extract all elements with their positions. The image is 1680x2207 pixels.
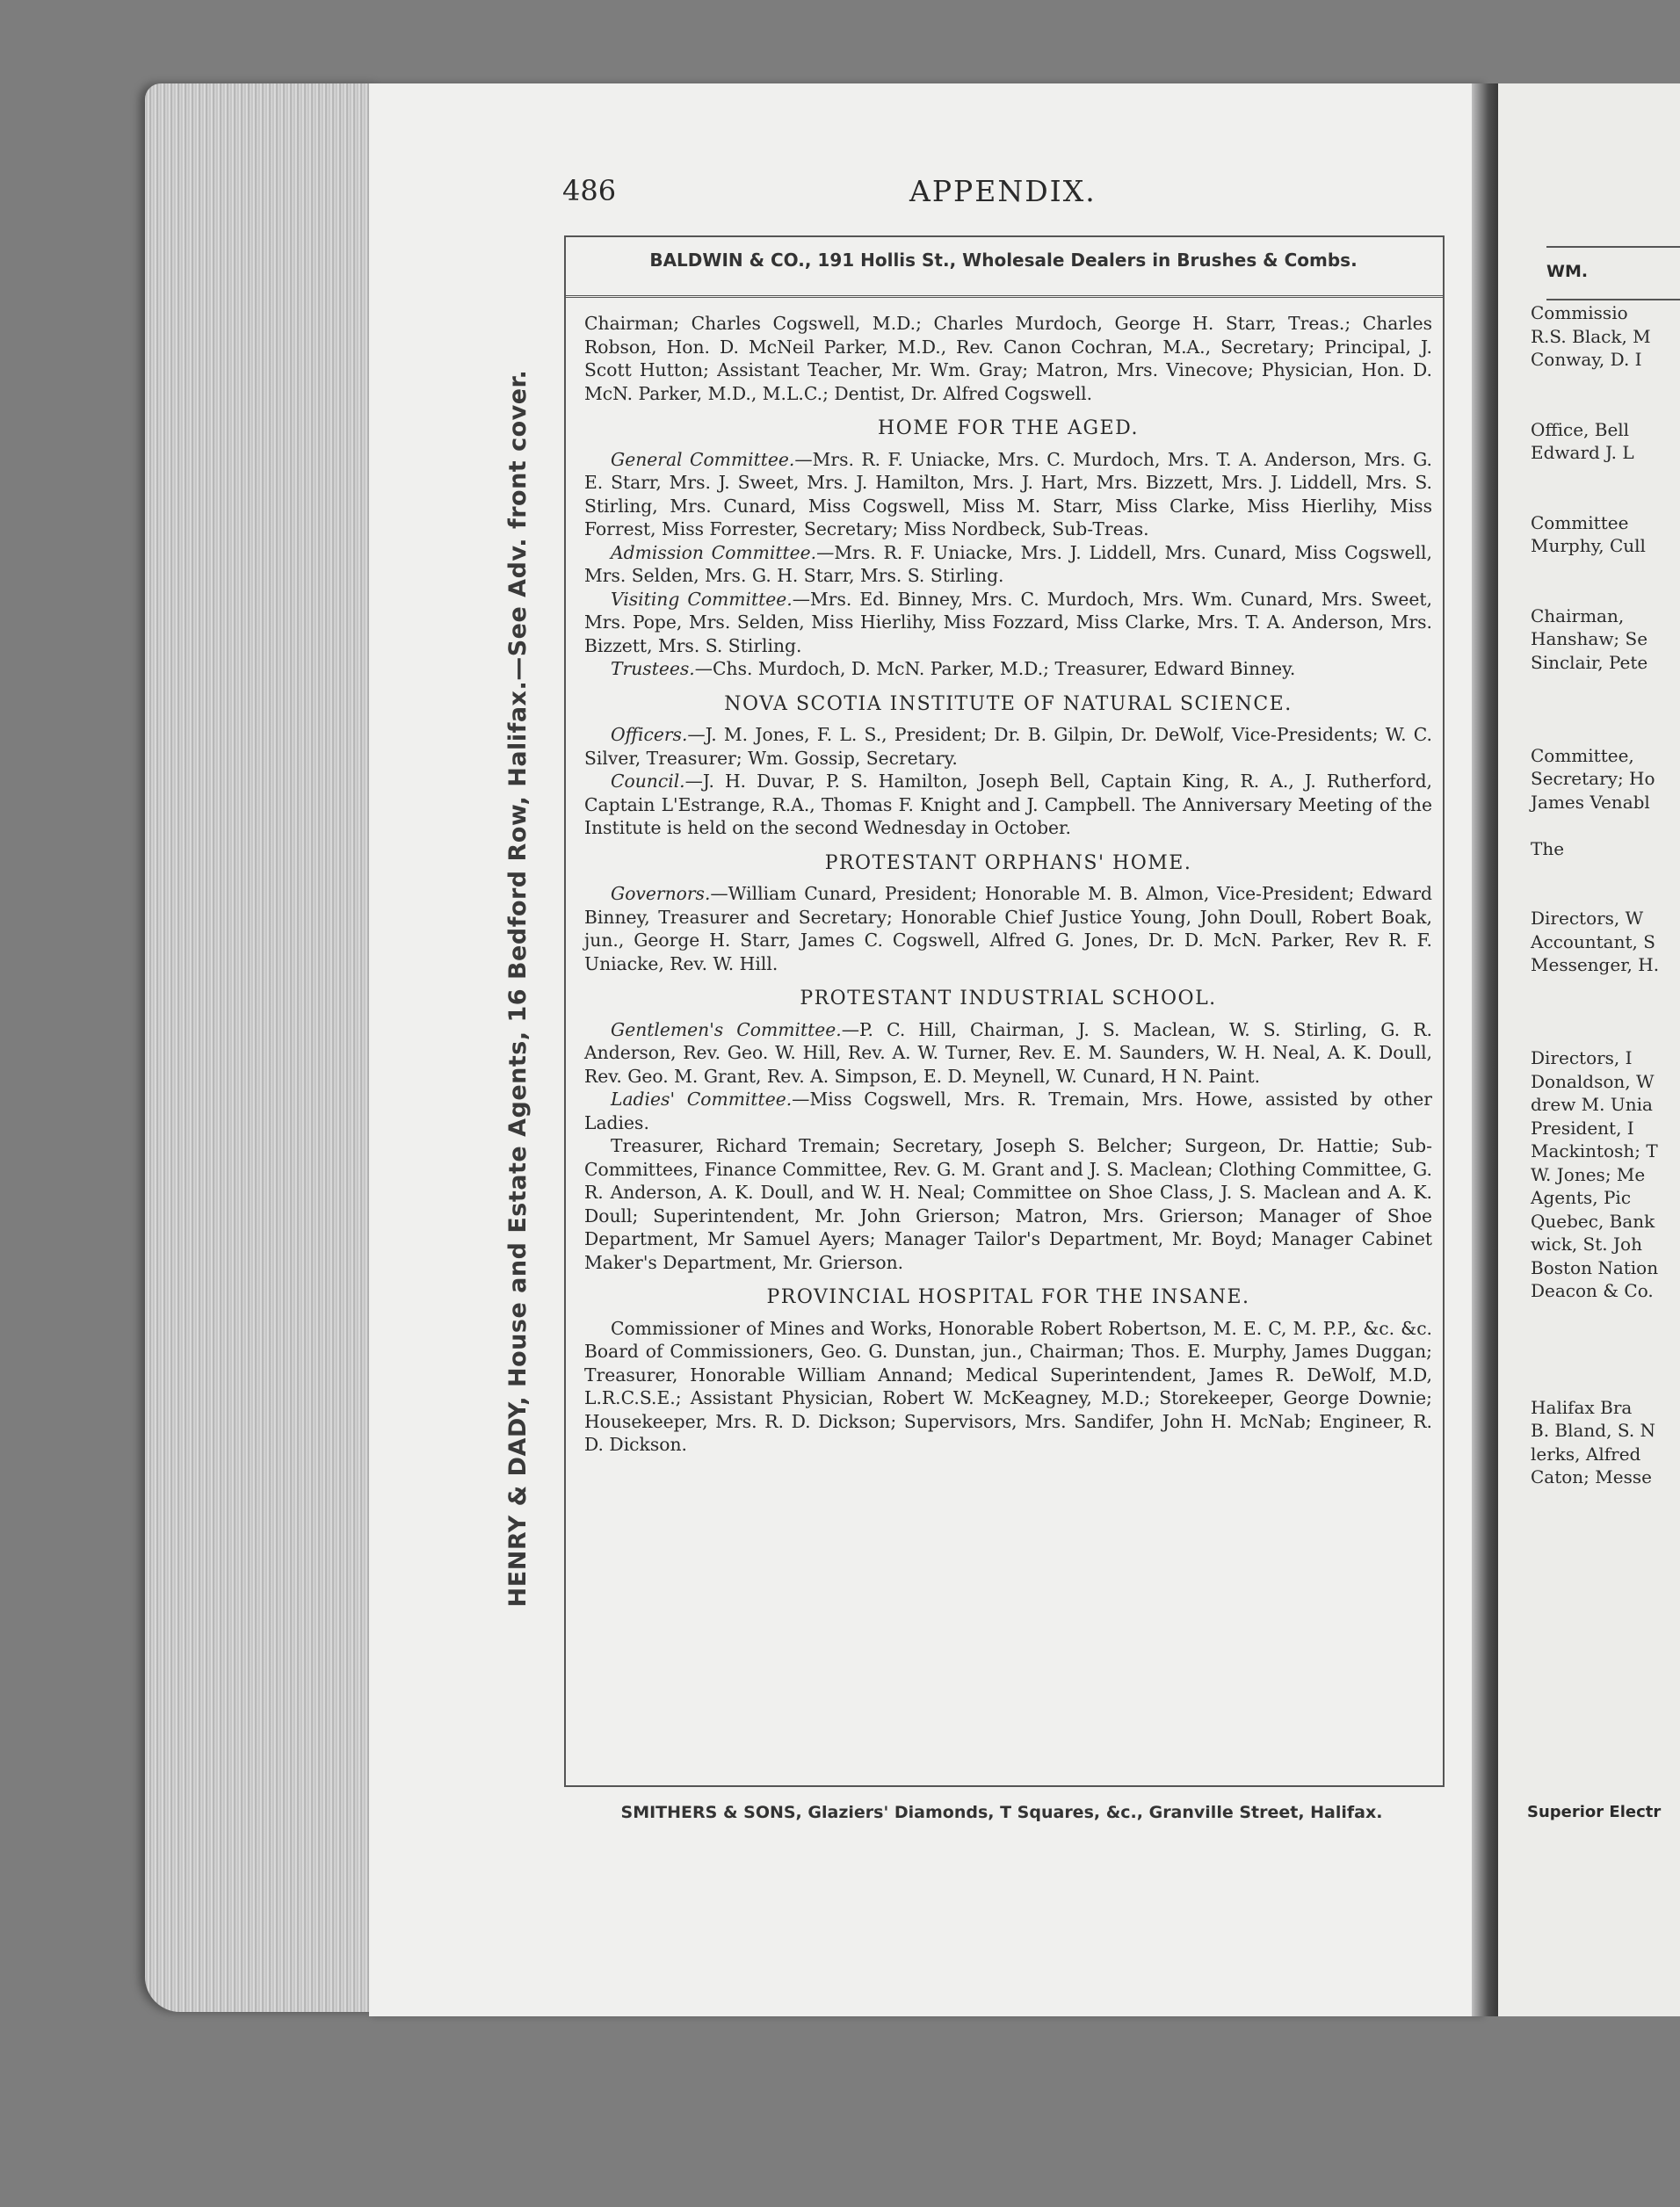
admission-committee-text: —Mrs. R. F. Uniacke, Mrs. J. Liddell, Mrs. Cunard, Miss Cogswell, Mrs. Selden, Mrs. G. H. Starr, Mrs. S. Stirling. <box>584 541 1432 586</box>
facing-page-line: Committee <box>1531 511 1629 533</box>
facing-page-line: Caton; Messe <box>1531 1466 1652 1487</box>
facing-page-line <box>1531 814 1680 837</box>
visiting-committee-paragraph <box>584 588 1432 658</box>
facing-page-line <box>1531 1000 1680 1024</box>
facing-page-line: Donaldson, W <box>1531 1070 1655 1092</box>
facing-page-line <box>1531 674 1680 698</box>
facing-page-line: R.S. Black, M <box>1531 325 1651 347</box>
facing-page-line <box>1531 372 1680 395</box>
facing-page-line <box>1531 1372 1680 1396</box>
frame-bottom-rule <box>564 1785 1443 1787</box>
facing-page-line: Halifax Bra <box>1531 1396 1633 1418</box>
bottom-advertisement: SMITHERS & SONS, Glaziers' Diamonds, T Squares, &c., Granville Street, Halifax. <box>620 1803 1383 1822</box>
ladies-committee-text: —Miss Cogswell, Mrs. R. Tremain, Mrs. Howe, assisted by other Ladies. <box>584 1089 1432 1133</box>
main-text <box>584 312 1432 1457</box>
facing-page-line: Secretary; Ho <box>1531 768 1655 789</box>
facing-page-line: W. Jones; Me <box>1531 1163 1646 1185</box>
section-heading-orphans: PROTESTANT ORPHANS' HOME. <box>824 851 1192 874</box>
facing-page-line: Committee, <box>1531 744 1634 766</box>
facing-page-line <box>1531 977 1680 1001</box>
admission-committee-label: Admission Committee. <box>611 541 817 563</box>
facing-page-line <box>1531 1303 1680 1327</box>
industrial-officers-paragraph: Treasurer, Richard Tremain; Secretary, Joseph S. Belcher; Surgeon, Dr. Hattie; Sub-Committees, Finance Committee, Rev. G. M. Grant and J. S. Maclean; Clothing Committee, G. R. Anderson, A. K. Doull, and W. H. Neal; Committee on Shoe Class, J. S. Maclean and A. K. Doull; Superintendent, Mr. John Grierson; Matron, Mrs. Grierson; Manager of Shoe Department, Mr Samuel Ayers; Manager Tailor's Department, Mr. Boyd; Manager Cabinet Maker's Department, Mr. Grierson. <box>584 1135 1432 1273</box>
facing-page-line <box>1531 720 1680 744</box>
gentlemen-committee-label: Gentlemen's Committee. <box>611 1018 842 1040</box>
facing-page-line <box>1531 884 1680 908</box>
admission-committee-paragraph <box>584 541 1432 588</box>
facing-page-line: Conway, D. I <box>1531 349 1642 370</box>
page-number: 486 <box>562 174 617 207</box>
ladies-committee-paragraph <box>584 1088 1432 1134</box>
facing-page-line <box>1531 581 1680 604</box>
top-advertisement: BALDWIN & CO., 191 Hollis St., Wholesale Dealers in Brushes & Combs. <box>649 250 1358 271</box>
facing-page-line: lerks, Alfred <box>1531 1443 1641 1465</box>
facing-page-line: Edward J. L <box>1531 442 1634 463</box>
facing-page-line <box>1531 698 1680 721</box>
facing-page-line: Boston Nation <box>1531 1256 1659 1278</box>
visiting-committee-label: Visiting Committee. <box>611 588 793 610</box>
council-label: Council. <box>611 771 685 792</box>
facing-page-line <box>1531 1350 1680 1373</box>
facing-page-footer: Superior Electr <box>1527 1803 1662 1821</box>
facing-page-top-rule <box>1546 246 1680 248</box>
facing-page-line: The <box>1531 837 1565 859</box>
page-header <box>562 174 1441 213</box>
section-heading-home-aged: HOME FOR THE AGED. <box>878 417 1139 439</box>
governors-paragraph <box>584 882 1432 975</box>
facing-page-line: Office, Bell <box>1531 418 1630 440</box>
trustees-text: —Chs. Murdoch, D. McN. Parker, M.D.; Treasurer, Edward Binney. <box>694 658 1296 679</box>
facing-page-line: Chairman, <box>1531 604 1625 626</box>
facing-page-line: wick, St. Joh <box>1531 1234 1642 1255</box>
facing-page-header: WM. <box>1546 262 1589 281</box>
facing-page-line <box>1531 394 1680 418</box>
officers-label: Officers. <box>611 724 688 745</box>
visiting-committee-text: —Mrs. Ed. Binney, Mrs. C. Murdoch, Mrs. Wm. Cunard, Mrs. Sweet, Mrs. Pope, Mrs. Selden, Miss Hierlihy, Miss Fozzard, Miss Clarke, Mrs. T. A. Anderson, Mrs. Bizzett, Mrs. S. Stirling. <box>584 588 1432 656</box>
facing-page-line <box>1531 279 1680 302</box>
facing-page-line: Mackintosh; T <box>1531 1140 1658 1161</box>
facing-page-line <box>1531 1024 1680 1047</box>
facing-page-text <box>1531 255 1680 1489</box>
facing-page-line <box>1531 488 1680 511</box>
facing-page-line <box>1531 860 1680 884</box>
section-heading-hospital: PROVINCIAL HOSPITAL FOR THE INSANE. <box>766 1286 1250 1308</box>
facing-page-line: Accountant, S <box>1531 930 1655 952</box>
book-page-edges <box>145 83 378 2012</box>
trustees-label: Trustees. <box>611 658 695 679</box>
facing-page-line: Sinclair, Pete <box>1531 651 1648 673</box>
frame-top-rule <box>564 235 1443 237</box>
section-heading-nova-scotia: NOVA SCOTIA INSTITUTE OF NATURAL SCIENCE. <box>724 692 1293 715</box>
running-head: APPENDIX. <box>909 174 1097 208</box>
facing-page-line: Hanshaw; Se <box>1531 628 1648 649</box>
officers-paragraph <box>584 723 1432 770</box>
council-text: —J. H. Duvar, P. S. Hamilton, Joseph Bell, Captain King, R. A., J. Rutherford, Captain L'Estrange, R.A., Thomas F. Knight and J. Campbell. The Anniversary Meeting of the Institute is held on the second Wednesday in October. <box>584 771 1432 838</box>
facing-page-line: Commissio <box>1531 302 1628 323</box>
facing-page-line: Directors, W <box>1531 908 1644 929</box>
gentlemen-committee-text: —P. C. Hill, Chairman, J. S. Maclean, W. S. Stirling, G. R. Anderson, Rev. Geo. W. Hill, Rev. A. W. Turner, Rev. E. M. Saunders, W. H. Neal, A. K. Doull, Rev. Geo. M. Grant, Rev. A. Simpson, E. D. Meynell, W. Cunard, H N. Paint. <box>584 1018 1432 1087</box>
council-paragraph <box>584 770 1432 840</box>
facing-page-line: President, I <box>1531 1117 1634 1139</box>
advertisement-rule <box>564 295 1443 298</box>
facing-page-line: Messenger, H. <box>1531 954 1660 975</box>
trustees-paragraph <box>584 657 1432 681</box>
gentlemen-committee-paragraph <box>584 1018 1432 1089</box>
facing-page-line <box>1531 255 1680 279</box>
facing-page-line: James Venabl <box>1531 791 1650 813</box>
side-advertisement: HENRY & DADY, House and Estate Agents, 16 Bedford Row, Halifax.—See Adv. front cover. <box>504 369 532 1608</box>
facing-page-line: Agents, Pic <box>1531 1187 1632 1208</box>
general-committee-label: General Committee. <box>611 448 795 470</box>
facing-page-line: Directors, I <box>1531 1047 1633 1068</box>
officers-text: —J. M. Jones, F. L. S., President; Dr. B. Gilpin, Dr. DeWolf, Vice-Presidents; W. C. Silver, Treasurer; Wm. Gossip, Secretary. <box>584 724 1432 769</box>
section-heading-industrial: PROTESTANT INDUSTRIAL SCHOOL. <box>800 988 1217 1009</box>
hospital-paragraph: Commissioner of Mines and Works, Honorable Robert Robertson, M. E. C, M. P.P., &c. &c. Board of Commissioners, Geo. G. Dunstan, jun., Chairman; Thos. E. Murphy, James Duggan; Treasurer, Honorable William Annand; Medical Superintendent, James R. DeWolf, M.D, L.R.C.S.E.; Assistant Physician, Robert W. McKeagney, M.D.; Storekeeper, George Downie; Housekeeper, Mrs. R. D. Dickson; Supervisors, Mrs. Sandifer, John H. McNab; Engineer, R. D. Dickson. <box>584 1317 1432 1455</box>
facing-page-line: Murphy, Cull <box>1531 535 1646 556</box>
ladies-committee-label: Ladies' Committee. <box>611 1089 793 1110</box>
facing-page-line <box>1531 1326 1680 1350</box>
facing-page-line: B. Bland, S. N <box>1531 1420 1656 1441</box>
facing-page-line <box>1531 558 1680 582</box>
governors-text: —William Cunard, President; Honorable M. B. Almon, Vice-President; Edward Binney, Treasurer and Secretary; Honorable Chief Justice Young, John Doull, Robert Boak, jun., George H. Starr, James C. Cogswell, Alfred G. Jones, Dr. D. McN. Parker, Rev R. F. Uniacke, Rev. W. Hill. <box>584 883 1432 974</box>
facing-page-line: drew M. Unia <box>1531 1094 1653 1115</box>
governors-label: Governors. <box>611 883 711 904</box>
general-committee-paragraph <box>584 448 1432 541</box>
facing-page-line: Quebec, Bank <box>1531 1210 1655 1232</box>
facing-page-line: Deacon & Co. <box>1531 1280 1654 1301</box>
facing-page-line <box>1531 465 1680 488</box>
intro-paragraph: Chairman; Charles Cogswell, M.D.; Charles Murdoch, George H. Starr, Treas.; Charles Robson, Hon. D. McNeil Parker, M.D., Rev. Canon Cochran, M.A., Secretary; Principal, J. Scott Hutton; Assistant Teacher, Mr. Wm. Gray; Matron, Mrs. Vinecove; Physician, Hon. D. McN. Parker, M.D., M.L.C.; Dentist, Dr. Alfred Cogswell. <box>584 313 1432 404</box>
general-committee-text: —Mrs. R. F. Uniacke, Mrs. C. Murdoch, Mrs. T. A. Anderson, Mrs. G. E. Starr, Mrs. J. Sweet, Mrs. J. Hamilton, Mrs. J. Hart, Mrs. Bizzett, Mrs. J. Liddell, Mrs. S. Stirling, Mrs. Cunard, Miss Cogswell, Miss M. Starr, Miss Clarke, Miss Hierlihy, Miss Forrest, Miss Forrester, Secretary; Miss Nordbeck, Sub-Treas. <box>584 448 1432 539</box>
